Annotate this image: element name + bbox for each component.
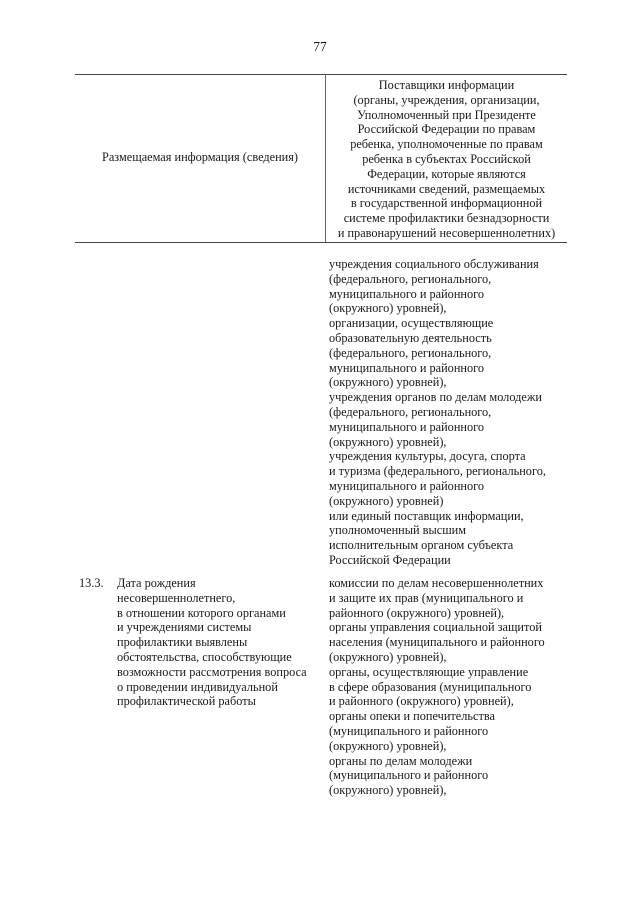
supplier-line: (федерального, регионального, bbox=[329, 271, 492, 286]
supplier-line: уполномоченный высшим bbox=[329, 523, 467, 538]
row-info-cell bbox=[117, 576, 322, 709]
supplier-line: органы управления социальной защитой bbox=[329, 620, 542, 635]
info-line: и учреждениями системы bbox=[117, 620, 252, 635]
header-right-line: и правонарушений несовершеннолетних) bbox=[337, 225, 556, 240]
header-right-line: системе профилактики безнадзорности bbox=[343, 211, 550, 226]
info-line: в отношении которого органами bbox=[117, 605, 286, 620]
header-suppliers-column-title bbox=[326, 78, 567, 241]
supplier-line: органы по делам молодежи bbox=[329, 753, 473, 768]
continued-suppliers-cell bbox=[329, 257, 565, 568]
supplier-line: (муниципального и районного bbox=[329, 723, 489, 738]
supplier-line: и защите их прав (муниципального и bbox=[329, 590, 524, 605]
info-line: о проведении индивидуальной bbox=[117, 679, 278, 694]
info-line: профилактики выявлены bbox=[117, 635, 248, 650]
supplier-line: муниципального и районного bbox=[329, 360, 485, 375]
supplier-line: муниципального и районного bbox=[329, 478, 485, 493]
info-line: Дата рождения bbox=[117, 576, 196, 590]
supplier-line: (федерального, регионального, bbox=[329, 345, 492, 360]
header-right-line: Российской Федерации по правам bbox=[357, 122, 536, 137]
supplier-line: районного (окружного) уровней), bbox=[329, 605, 505, 620]
supplier-line: (окружного) уровней), bbox=[329, 783, 447, 798]
supplier-line: учреждения социального обслуживания bbox=[329, 257, 539, 271]
supplier-line: (муниципального и районного bbox=[329, 768, 489, 783]
header-right-line: Федерации, которые являются bbox=[367, 166, 526, 181]
supplier-line: и туризма (федерального, регионального, bbox=[329, 464, 546, 479]
header-right-line: ребенка в субъектах Российской bbox=[362, 151, 531, 166]
supplier-line: органы опеки и попечительства bbox=[329, 709, 495, 724]
supplier-line: населения (муниципального и районного bbox=[329, 635, 545, 650]
supplier-line: органы, осуществляющие управление bbox=[329, 664, 529, 679]
header-right-line: Уполномоченный при Президенте bbox=[357, 107, 536, 122]
row-number: 13.3. bbox=[79, 576, 104, 590]
supplier-line: образовательную деятельность bbox=[329, 330, 492, 345]
supplier-line: (федерального, регионального, bbox=[329, 404, 492, 419]
table-header-bottom-rule bbox=[75, 242, 567, 243]
supplier-line: в сфере образования (муниципального bbox=[329, 679, 532, 694]
header-right-line: ребенка, уполномоченные по правам bbox=[350, 137, 543, 152]
info-line: профилактической работы bbox=[117, 694, 256, 709]
supplier-line: (окружного) уровней), bbox=[329, 375, 447, 390]
info-line: несовершеннолетнего, bbox=[117, 590, 236, 605]
supplier-line: муниципального и районного bbox=[329, 286, 485, 301]
supplier-line: комиссии по делам несовершеннолетних bbox=[329, 576, 544, 590]
header-right-line: в государственной информационной bbox=[350, 196, 543, 211]
supplier-line: (окружного) уровней), bbox=[329, 434, 447, 449]
supplier-line: учреждения культуры, досуга, спорта bbox=[329, 449, 526, 464]
supplier-line: (окружного) уровней), bbox=[329, 738, 447, 753]
supplier-line: (окружного) уровней), bbox=[329, 649, 447, 664]
supplier-line: и районного (окружного) уровней), bbox=[329, 694, 514, 709]
header-info-column-title: Размещаемая информация (сведения) bbox=[102, 150, 298, 164]
table-top-rule bbox=[75, 74, 567, 75]
supplier-line: организации, осуществляющие bbox=[329, 316, 494, 331]
header-right-line: источниками сведений, размещаемых bbox=[347, 181, 546, 196]
supplier-line: муниципального и районного bbox=[329, 419, 485, 434]
supplier-line: (окружного) уровней), bbox=[329, 301, 447, 316]
supplier-line: исполнительным органом субъекта bbox=[329, 538, 514, 553]
supplier-line: или единый поставщик информации, bbox=[329, 508, 524, 523]
header-right-line: (органы, учреждения, организации, bbox=[353, 92, 540, 107]
supplier-line: (окружного) уровней) bbox=[329, 493, 444, 508]
supplier-line: Российской Федерации bbox=[329, 552, 451, 567]
page-number: 77 bbox=[313, 39, 327, 54]
info-line: обстоятельства, способствующие bbox=[117, 649, 292, 664]
info-line: возможности рассмотрения вопроса bbox=[117, 664, 307, 679]
row-suppliers-cell bbox=[329, 576, 565, 798]
supplier-line: учреждения органов по делам молодежи bbox=[329, 390, 542, 405]
header-right-line: Поставщики информации bbox=[378, 78, 515, 92]
